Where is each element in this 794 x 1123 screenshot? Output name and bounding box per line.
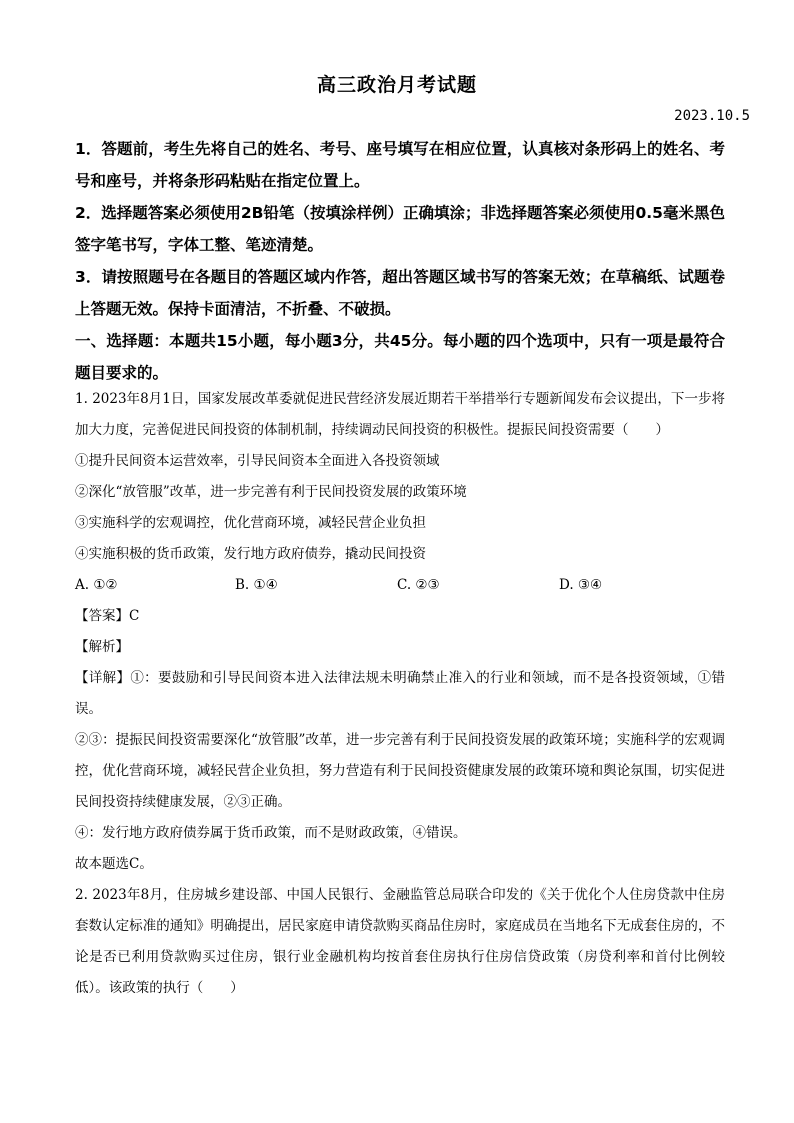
question-1-analysis-label: 【解析】: [75, 639, 129, 655]
instructions: [75, 133, 725, 389]
question-1-detail-1: 【详解】①：要鼓励和引导民间资本进入法律法规未明确禁止准入的行业和领域，而不是各投资领域，①错误。: [75, 670, 725, 717]
option-d: D. ③④: [559, 577, 603, 593]
question-1-detail-3: ④：发行地方政府债券属于货币政策，而不是财政政策，④错误。: [75, 825, 467, 841]
option-a: A. ①②: [75, 577, 118, 593]
question-1-item-4: ④实施积极的货币政策，发行地方政府债券，撬动民间投资: [75, 546, 426, 562]
page-title: 高三政治月考试题: [316, 74, 477, 96]
instruction-item-2: 2．选择题答案必须使用2B铅笔（按填涂样例）正确填涂；非选择题答案必须使用0.5毫米黑色签字笔书写，字体工整、笔迹清楚。: [75, 204, 725, 254]
instruction-item-3: 3．请按照题号在各题目的答题区域内作答，超出答题区域书写的答案无效；在草稿纸、试题卷上答题无效。保持卡面清洁，不折叠、不破损。: [75, 268, 725, 318]
question-1-conclusion: 故本题选C。: [75, 856, 153, 872]
question-1-item-3: ③实施科学的宏观调控，优化营商环境，减轻民营企业负担: [75, 515, 426, 531]
question-1-detail-2: ②③：提振民间投资需要深化“放管服”改革，进一步完善有利于民间投资发展的政策环境；实施科学的宏观调控，优化营商环境，减轻民营企业负担，努力营造有利于民间投资健康发展的政策环境和舆论氛围，切实促进民间投资持续健康发展，②③正确。: [75, 732, 725, 810]
question-2-stem: 2. 2023年8月，住房城乡建设部、中国人民银行、金融监管总局联合印发的《关于优化个人住房贷款中住房套数认定标准的通知》明确提出，居民家庭申请贷款购买商品住房时，家庭成员在当地名下无成套住房的，不论是否已利用贷款购买过住房，银行业金融机构均按首套住房执行住房信贷政策（房贷利率和首付比例较低）。该政策的执行（ ）: [75, 887, 725, 996]
instruction-item-1: 1．答题前，考生先将自己的姓名、考号、座号填写在相应位置，认真核对条形码上的姓名、考号和座号，并将条形码粘贴在指定位置上。: [75, 140, 725, 190]
question-1-item-1: ①提升民间资本运营效率，引导民间资本全面进入各投资领域: [75, 453, 440, 469]
option-b: B. ①④: [235, 577, 278, 593]
question-1-stem: 1. 2023年8月1日，国家发展改革委就促进民营经济发展近期若干举措举行专题新闻发布会议提出，下一步将加大力度，完善促进民间投资的体制机制，持续调动民间投资的积极性。提振民间投资需要（ ）: [75, 391, 725, 438]
question-1-item-2: ②深化“放管服”改革，进一步完善有利于民间投资发展的政策环境: [75, 484, 467, 500]
question-1-answer: 【答案】C: [75, 608, 140, 624]
exam-date: 2023.10.5: [674, 108, 750, 124]
section-heading: 一、选择题：本题共15小题，每小题3分，共45分。每小题的四个选项中，只有一项是最符合题目要求的。: [75, 332, 725, 382]
question-1: [75, 384, 725, 1004]
option-c: C. ②③: [397, 577, 440, 593]
question-1-options: [75, 570, 725, 601]
